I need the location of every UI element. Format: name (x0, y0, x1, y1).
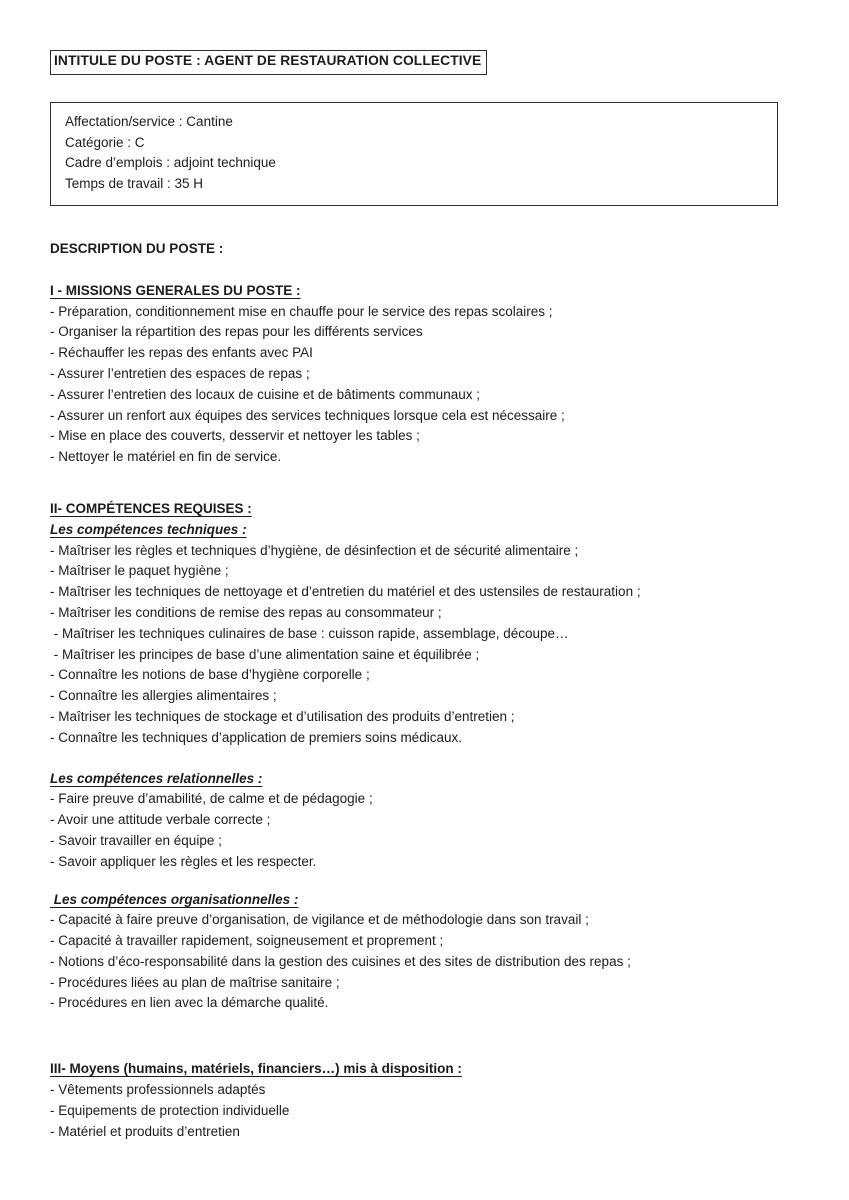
list-item: - Maîtriser les techniques culinaires de base : cuisson rapide, assemblage, découpe… (50, 625, 569, 641)
list-item: - Réchauffer les repas des enfants avec PAI (50, 345, 313, 361)
list-item: - Assurer l’entretien des locaux de cuisine et de bâtiments communaux ; (50, 386, 480, 402)
info-line: Cadre d’emplois : adjoint technique (65, 155, 276, 171)
list-item: - Capacité à faire preuve d’organisation, de vigilance et de méthodologie dans son travail ; (50, 912, 589, 928)
section-competences (50, 499, 789, 1014)
list-item: - Matériel et produits d’entretien (50, 1123, 240, 1139)
list-item: - Savoir travailler en équipe ; (50, 832, 222, 848)
list-item: - Savoir appliquer les règles et les respecter. (50, 853, 317, 869)
missions-list (50, 302, 789, 468)
list-item: - Assurer un renfort aux équipes des services techniques lorsque cela est nécessaire ; (50, 407, 565, 423)
list-item: - Procédures liées au plan de maîtrise sanitaire ; (50, 974, 340, 990)
list-item: - Organiser la répartition des repas pour les différents services (50, 324, 423, 340)
info-line: Catégorie : C (65, 134, 145, 150)
moyens-heading: III- Moyens (humains, matériels, financiers…) mis à disposition : (50, 1061, 462, 1077)
list-item: - Nettoyer le matériel en fin de service. (50, 449, 282, 465)
list-item: - Faire preuve d’amabilité, de calme et de pédagogie ; (50, 791, 373, 807)
list-item: - Procédures en lien avec la démarche qualité. (50, 995, 329, 1011)
section-moyens (50, 1059, 789, 1142)
list-item: - Assurer l’entretien des espaces de repas ; (50, 365, 310, 381)
list-item: - Equipements de protection individuelle (50, 1102, 290, 1118)
list-item: - Mise en place des couverts, desservir et nettoyer les tables ; (50, 428, 420, 444)
description-heading: DESCRIPTION DU POSTE : (50, 240, 224, 256)
techniques-list (50, 541, 789, 749)
relationnelles-list (50, 789, 789, 872)
list-item: - Connaître les allergies alimentaires ; (50, 688, 277, 704)
section-missions (50, 281, 789, 468)
info-box (50, 102, 778, 206)
list-item: - Maîtriser les conditions de remise des repas au consommateur ; (50, 604, 442, 620)
list-item: - Vêtements professionnels adaptés (50, 1082, 266, 1098)
list-item: - Avoir une attitude verbale correcte ; (50, 812, 271, 828)
list-item: - Notions d’éco-responsabilité dans la gestion des cuisines et des sites de distribution des repas ; (50, 953, 631, 969)
organisationnelles-heading: Les compétences organisationnelles : (50, 891, 299, 907)
list-item: - Connaître les techniques d’application de premiers soins médicaux. (50, 729, 462, 745)
list-item: - Maîtriser les techniques de stockage et d’utilisation des produits d’entretien ; (50, 708, 515, 724)
list-item: - Connaître les notions de base d’hygiène corporelle ; (50, 667, 370, 683)
info-line: Temps de travail : 35 H (65, 176, 204, 192)
job-title: INTITULE DU POSTE : AGENT DE RESTAURATION COLLECTIVE (54, 53, 482, 68)
list-item: - Préparation, conditionnement mise en chauffe pour le service des repas scolaires ; (50, 303, 553, 319)
missions-heading: I - MISSIONS GENERALES DU POSTE : (50, 282, 301, 298)
list-item: - Maîtriser les techniques de nettoyage et d’entretien du matériel et des ustensiles de restauration ; (50, 584, 641, 600)
techniques-heading: Les compétences techniques : (50, 521, 247, 537)
moyens-list (50, 1080, 789, 1142)
list-item: - Maîtriser les règles et techniques d’hygiène, de désinfection et de sécurité alimentaire ; (50, 542, 579, 558)
job-title-box (50, 50, 487, 75)
organisationnelles-list (50, 910, 789, 1014)
list-item: - Capacité à travailler rapidement, soigneusement et proprement ; (50, 933, 444, 949)
list-item: - Maîtriser les principes de base d’une alimentation saine et équilibrée ; (50, 646, 480, 662)
list-item: - Maîtriser le paquet hygiène ; (50, 563, 229, 579)
relationnelles-heading: Les compétences relationnelles : (50, 770, 263, 786)
info-line: Affectation/service : Cantine (65, 113, 233, 129)
competences-heading: II- COMPÉTENCES REQUISES : (50, 500, 252, 516)
